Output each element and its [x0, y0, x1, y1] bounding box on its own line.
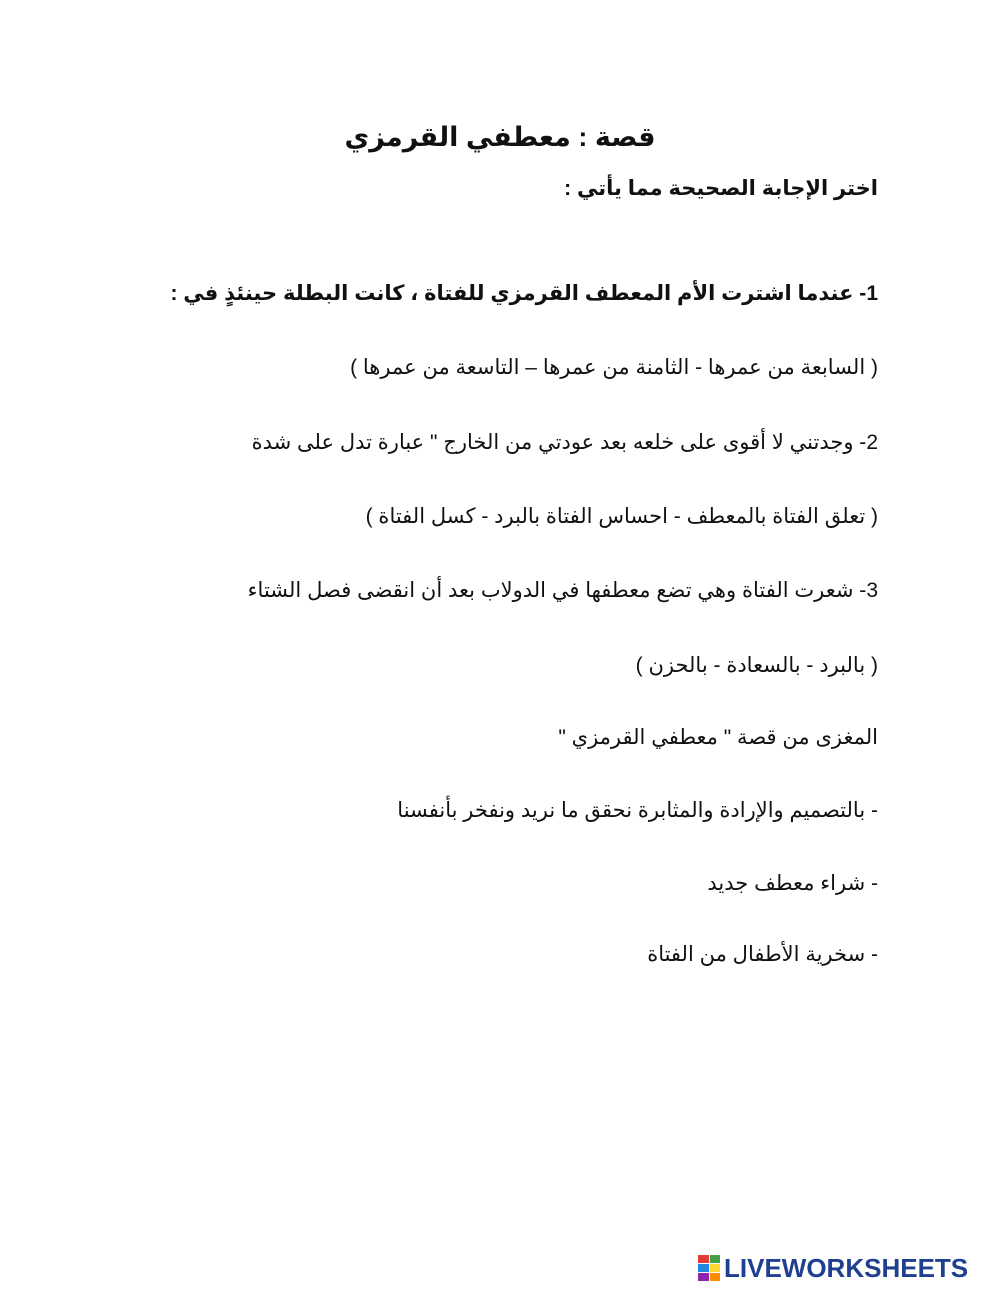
moral-heading: المغزى من قصة " معطفي القرمزي " — [558, 726, 878, 749]
question-3: 3- شعرت الفتاة وهي تضع معطفها في الدولاب بعد أن انقضى فصل الشتاء — [247, 579, 878, 602]
instruction: اختر الإجابة الصحيحة مما يأتي : — [564, 177, 878, 200]
watermark-text: LIVEWORKSHEETS — [724, 1253, 969, 1283]
question-1-options: ( السابعة من عمرها - الثامنة من عمرها – التاسعة من عمرها ) — [350, 356, 878, 379]
liveworksheets-logo-icon — [698, 1255, 720, 1281]
moral-option-2: - شراء معطف جديد — [707, 872, 878, 895]
question-2: 2- وجدتني لا أقوى على خلعه بعد عودتي من الخارج " عبارة تدل على شدة — [251, 431, 878, 454]
question-3-options: ( بالبرد - بالسعادة - بالحزن ) — [635, 654, 878, 677]
moral-option-3: - سخرية الأطفال من الفتاة — [647, 943, 878, 966]
question-2-options: ( تعلق الفتاة بالمعطف - احساس الفتاة بالبرد - كسل الفتاة ) — [365, 505, 878, 528]
page-title-text: قصة : معطفي القرمزي — [344, 122, 656, 152]
page-title — [0, 118, 1000, 156]
question-1: 1- عندما اشترت الأم المعطف القرمزي للفتاة ، كانت البطلة حينئذٍ في : — [170, 282, 878, 305]
moral-option-1: - بالتصميم والإرادة والمثابرة نحقق ما نريد ونفخر بأنفسنا — [397, 799, 878, 822]
liveworksheets-watermark — [698, 1252, 968, 1284]
